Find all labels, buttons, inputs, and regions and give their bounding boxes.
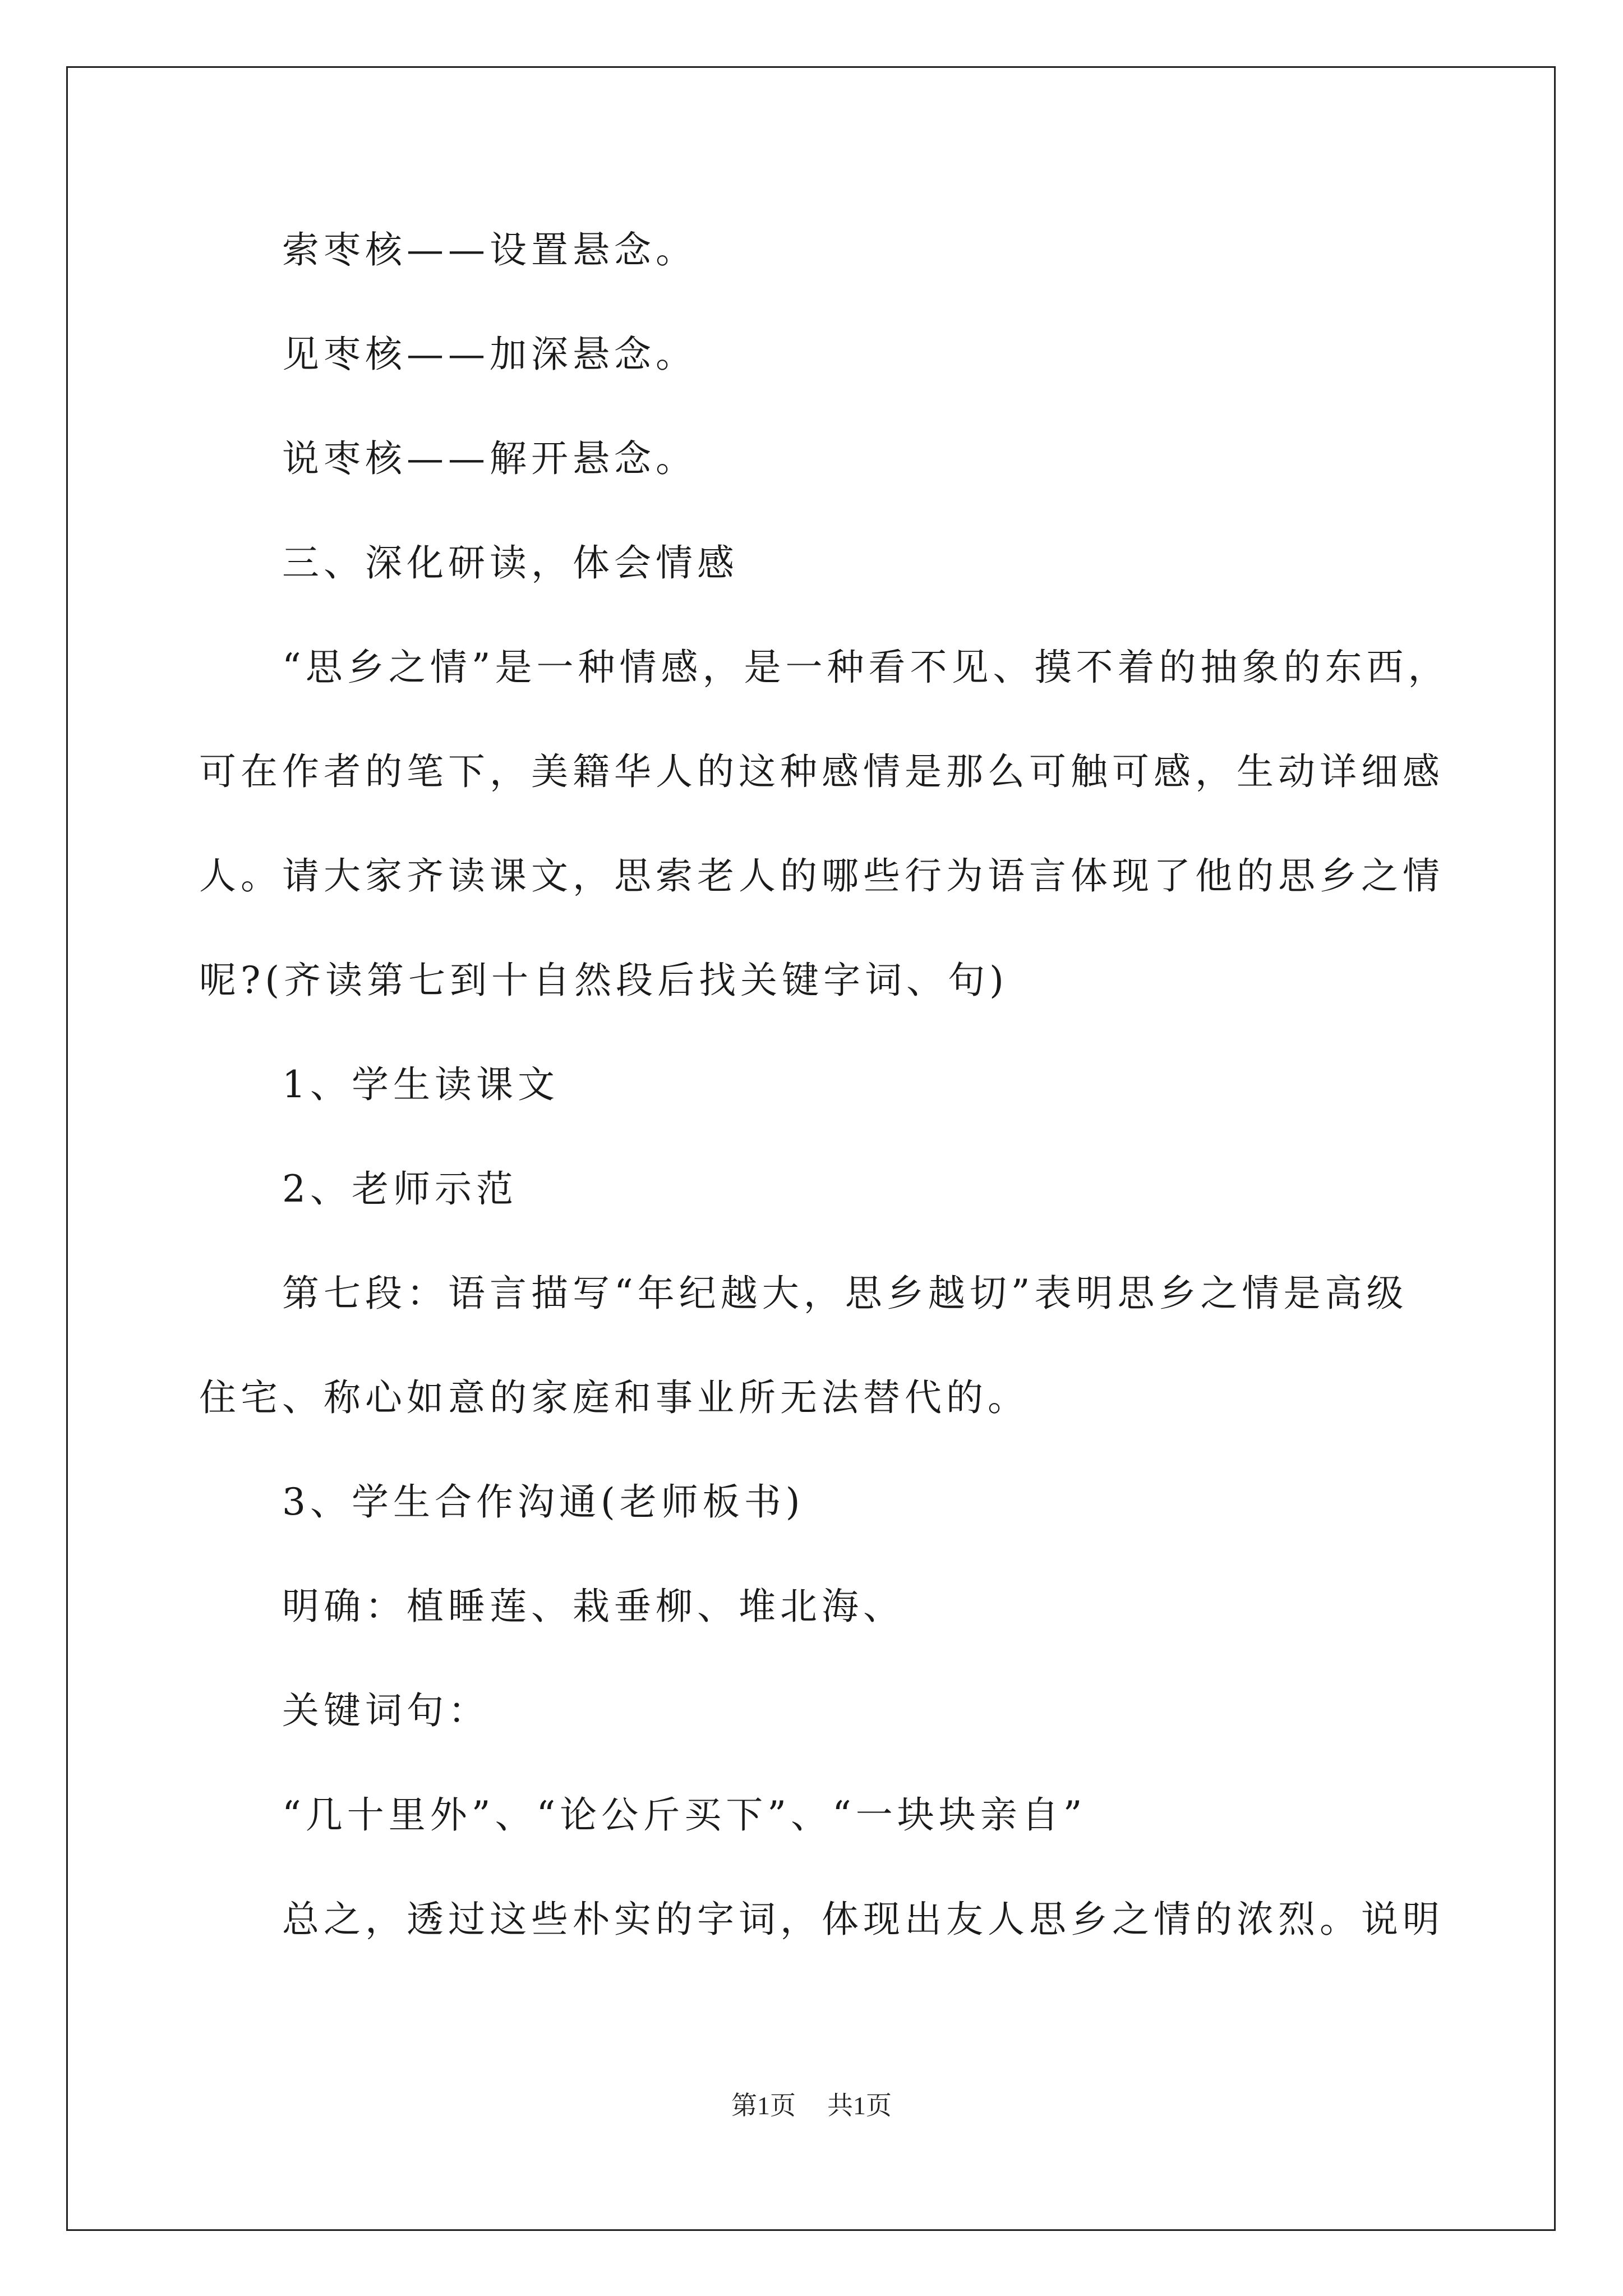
paragraph-line: 关键词句： (282, 1689, 490, 1732)
paragraph-line: “几十里外”、“论公斤买下”、“一块块亲自” (282, 1793, 1087, 1837)
paragraph-line: 第七段：语言描写“年纪越大，思乡越切”表明思乡之情是高级 (282, 1272, 1408, 1315)
section-heading: 三、深化研读，体会情感 (282, 541, 739, 585)
page-footer (0, 2090, 1623, 2122)
list-item: 3、学生合作沟通(老师板书) (282, 1480, 805, 1524)
paragraph-line: 可在作者的笔下，美籍华人的这种感情是那么可触可感，生动详细感 (199, 750, 1444, 793)
paragraph-line: 说枣核——解开悬念。 (282, 437, 697, 480)
list-item: 2、老师示范 (282, 1167, 518, 1211)
paragraph-line: 见枣核——加深悬念。 (282, 333, 697, 376)
list-item: 1、学生读课文 (282, 1063, 559, 1106)
paragraph-line: 住宅、称心如意的家庭和事业所无法替代的。 (199, 1376, 1029, 1419)
paragraph-line: “思乡之情”是一种情感，是一种看不见、摸不着的抽象的东西， (282, 646, 1450, 689)
paragraph-line: 人。请大家齐读课文，思索老人的哪些行为语言体现了他的思乡之情 (199, 854, 1444, 898)
paragraph-line: 呢?(齐读第七到十自然段后找关键字词、句) (199, 959, 1008, 1002)
paragraph-line: 明确：植睡莲、栽垂柳、堆北海、 (282, 1585, 905, 1628)
paragraph-line: 索枣核——设置悬念。 (282, 228, 697, 272)
page-number: 第1页 (731, 2091, 796, 2120)
page-total: 共1页 (827, 2091, 892, 2120)
paragraph-line: 总之，透过这些朴实的字词，体现出友人思乡之情的浓烈。说明 (282, 1898, 1444, 1941)
